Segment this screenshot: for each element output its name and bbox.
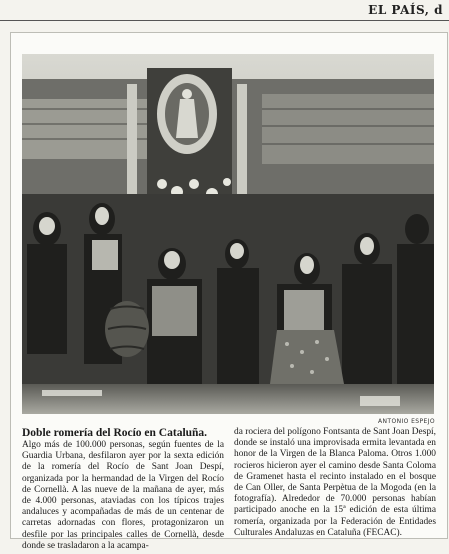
- article-headline: Doble romería del Rocío en Cataluña.: [22, 427, 208, 439]
- romeria-photograph: [22, 54, 434, 414]
- header-rule: [0, 20, 449, 21]
- article-column-2-text: da rociera del polígono Fontsanta de Sant Joan Despí, donde se instaló una improvisada ermita levantada en honor de la Virgen de la Blanca Paloma. Otros 1.000 rocieros hicieron ayer el camino desde Santa Coloma de Gramenet hasta el recinto instalado en el bosque de Can Oller, de Santa Perpètua de la Mogoda (en la fotografía). Alrededor de 70.000 personas habían participado anoche en la 15ª edición de esta última romería, organizada por la Federación de Entidades Culturales Andaluzas en Cataluña (FECAC).: [234, 427, 436, 538]
- photo-credit: ANTONIO ESPEJO: [378, 418, 435, 425]
- article-column-2: [234, 427, 436, 552]
- article-body: [22, 427, 436, 552]
- article-column-1-text: Algo más de 100.000 personas, según fuentes de la Guardia Urbana, desfilaron ayer por la sexta edición de la romería del Rocío de Sant Joan Despí, organizada por la hermandad de la Virgen del Rocío de Cornellà. A las nueve de la mañana de ayer, más de 4.000 personas, ataviadas con los típicos trajes andaluces y acompañadas de más de un centenar de carretas adornadas con flores, protagonizaron un desfile por las principales calles de Cornellà, desde donde se trasladaron a la acampa-: [22, 440, 224, 551]
- article-column-1: [22, 427, 224, 552]
- newspaper-masthead: EL PAÍS, d: [368, 3, 443, 17]
